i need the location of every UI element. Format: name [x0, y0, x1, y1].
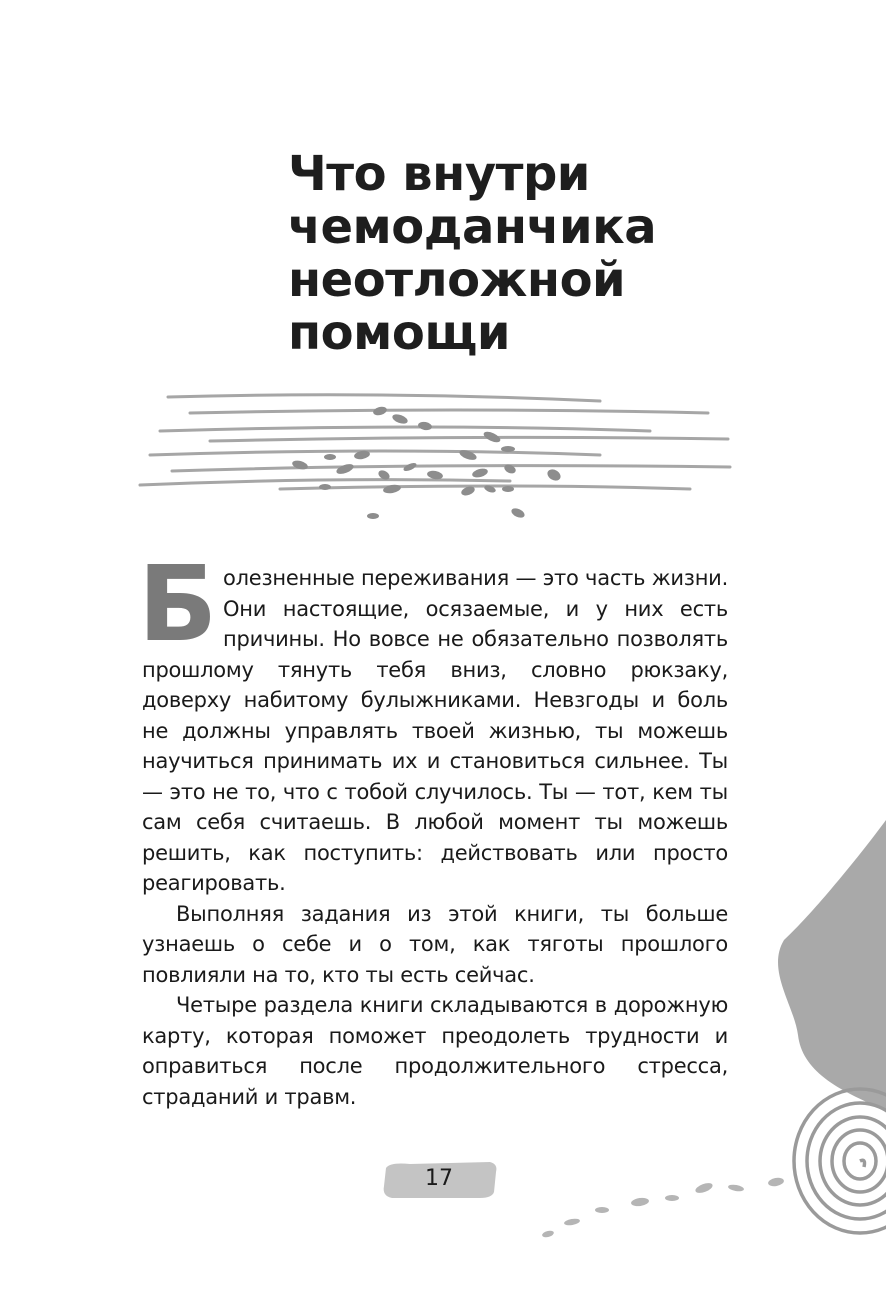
wave-lines-illustration [130, 385, 740, 530]
dash-trail-decoration [540, 1160, 800, 1250]
page-number: 17 [425, 1166, 453, 1191]
body-text [138, 543, 728, 1112]
chapter-title-line: помощи [288, 305, 511, 361]
decorative-blob [776, 820, 886, 1110]
drop-cap: Б [138, 543, 218, 665]
chapter-title-line: неотложной [288, 252, 626, 308]
paragraph-1-text: олезненные переживания — это часть жизни. Они настоящие, осязаемые, и у них есть причины. Но вовсе не обязательно позволять прошлому тянуть тебя вниз, словно рюкзаку, доверху набитому булыжниками. Невзгоды и боль не должны управлять твоей жизнью, ты можешь научиться принимать их и становиться сильнее. Ты — это не то, что с тобой случилось. Ты — тот, кем ты сам себя считаешь. В любой момент ты можешь решить, как поступить: действовать или просто реагировать. [142, 566, 728, 895]
chapter-title-line: Что внутри [288, 146, 590, 202]
spiral-decoration [790, 1085, 886, 1235]
paragraph-2: Выполняя задания из этой книги, ты больше узнаешь о себе и о том, как тяготы прошлого повлияли на то, кто ты есть сейчас. [142, 901, 728, 987]
paragraph-1 [138, 543, 728, 899]
chapter-title [288, 148, 708, 360]
paragraph-3: Четыре раздела книги складываются в дорожную карту, которая поможет преодолеть трудности и оправиться после продолжительного стресса, страданий и травм. [142, 993, 728, 1109]
chapter-title-line: чемоданчика [288, 199, 657, 255]
